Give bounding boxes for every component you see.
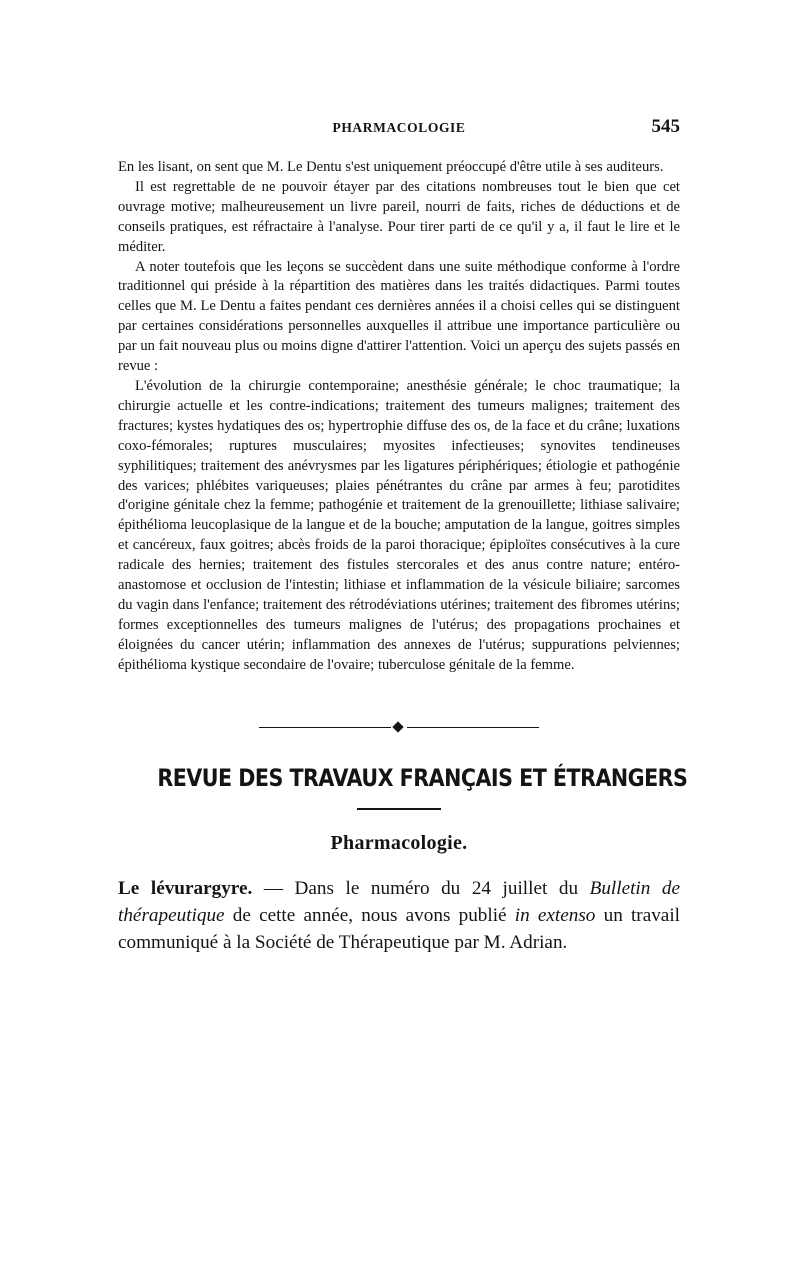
diamond-ornament-icon [392,721,403,732]
page [118,116,688,975]
article-text-1: — Dans le numéro du 24 juillet du [252,877,590,899]
section-subheading: Pharmacologie. [330,831,468,854]
paragraph-2: Il est regrettable de ne pouvoir étayer par des citations nombreuses tout le bien que cet ouvrage motive; malheureusement un livre pareil, nourri de faits, riches de déductions et de conseils pratiques, est réfractaire à l'analyse. Pour tirer parti de ce qu'il y a, il faut le lire et le méditer. [118,178,680,255]
article-italic-journal: Bulletin de thérapeutique [118,877,680,926]
paragraph-3: A noter toutefois que les leçons se succèdent dans une suite méthodique conforme à l'ordre traditionnel qui préside à la répartition des matières dans les traités didactiques. Parmi toutes celles que M. Le Dentu a faites pendant ces dernières années il a choisi celles qui se distinguent par certaines considérations personnelles auxquelles il attribue une importance particulière ou par un fait nouveau plus ou moins digne d'attirer l'attention. Voici un aperçu des sujets passés en revue : [118,258,680,375]
page-number: 545 [651,116,680,137]
article-text-2: de cette année, nous avons publié [224,904,515,926]
body-text [118,158,680,676]
article-paragraph [118,875,680,956]
article-italic-extenso: in extenso [514,904,596,926]
divider-rule-left [259,727,391,729]
paragraph-4: L'évolution de la chirurgie contemporaine; anesthésie générale; le choc traumatique; la chirurgie actuelle et les contre-indications; traitement des tumeurs malignes; traitement des fractures; kystes hydatiques des os; hypertrophie diffuse des os, de la face et du crâne; luxations coxo-fémorales; ruptures musculaires; myosites infectieuses; synovites tendineuses syphilitiques; traitement des anévrysmes par les ligatures périphériques; étiologie et pathogénie des varices; phlébites variqueuses; plaies pénétrantes du crâne par armes à feu; parotidites d'origine génitale chez la femme; pathogénie et traitement de la grenouillette; lithiase salivaire; épithélioma leucoplasique de la langue et de la bouche; amputation de la langue, goitres simples et cancéreux, faux goitres; abcès froids de la paroi thoracique; épiploïtes consécutives à la cure radicale des hernies; traitement des fistules stercorales et des anus contre nature; entéro-anastomose et occlusion de l'intestin; lithiase et inflammation de la vésicule biliaire; sarcomes du vagin dans l'enfance; traitement des rétrodéviations utérines; traitement des fibromes utérins; formes exceptionnelles des tumeurs malignes de l'utérus; des propagations prochaines et éloignées du cancer utérin; inflammation des annexes de l'utérus; suppurations pelviennes; épithélioma kystique secondaire de l'ovaire; tuberculose génitale de la femme. [118,377,680,673]
ornamental-divider [259,722,539,734]
section-heading: REVUE DES TRAVAUX FRANÇAIS ET ÉTRANGERS [157,763,688,792]
running-head [118,118,680,142]
running-title: PHARMACOLOGIE [332,120,466,135]
paragraph-1: En les lisant, on sent que M. Le Dentu s'est uniquement préoccupé d'être utile à ses auditeurs. [118,159,664,175]
divider-rule-right [407,727,539,729]
article-runin-title: Le lévurargyre. [118,877,253,899]
heading-rule [357,808,441,810]
article-text-3: un travail communiqué à la Société de Thérapeutique par M. Adrian. [118,904,680,953]
